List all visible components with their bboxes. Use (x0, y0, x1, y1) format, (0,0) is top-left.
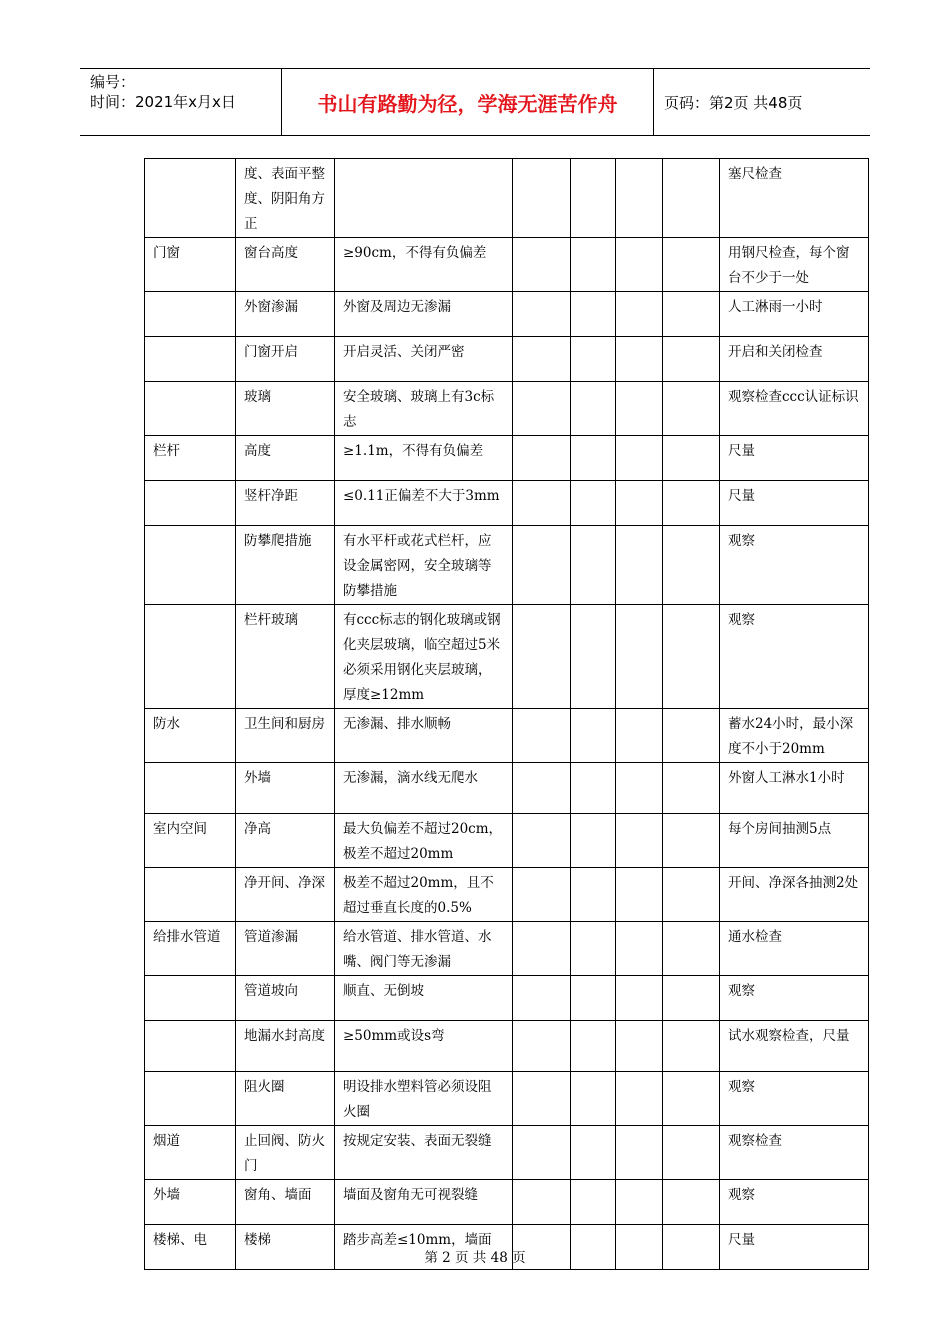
item-cell: 管道坡向 (236, 976, 335, 1021)
blank-cell (513, 922, 571, 976)
category-cell (145, 868, 236, 922)
item-cell: 高度 (236, 436, 335, 481)
item-cell: 止回阀、防火门 (236, 1126, 335, 1180)
blank-cell (571, 526, 616, 605)
item-cell: 窗角、墙面 (236, 1180, 335, 1225)
blank-cell (616, 868, 663, 922)
table-row (145, 436, 869, 481)
method-cell: 观察 (720, 526, 869, 605)
item-cell: 阻火圈 (236, 1072, 335, 1126)
category-cell: 防水 (145, 709, 236, 763)
item-cell: 净开间、净深 (236, 868, 335, 922)
blank-cell (571, 382, 616, 436)
blank-cell (663, 337, 720, 382)
category-cell (145, 1072, 236, 1126)
table-row (145, 1072, 869, 1126)
method-cell: 尺量 (720, 436, 869, 481)
category-cell: 室内空间 (145, 814, 236, 868)
blank-cell (663, 292, 720, 337)
table-row (145, 382, 869, 436)
blank-cell (663, 976, 720, 1021)
requirement-cell: 踏步高差≤10mm，墙面 (335, 1225, 513, 1270)
blank-cell (616, 922, 663, 976)
method-cell: 开启和关闭检查 (720, 337, 869, 382)
blank-cell (616, 1021, 663, 1072)
blank-cell (616, 238, 663, 292)
blank-cell (571, 159, 616, 238)
blank-cell (616, 436, 663, 481)
blank-cell (616, 763, 663, 814)
blank-cell (616, 337, 663, 382)
blank-cell (571, 814, 616, 868)
requirement-cell: 无渗漏，滴水线无爬水 (335, 763, 513, 814)
blank-cell (663, 605, 720, 709)
blank-cell (616, 814, 663, 868)
method-cell: 尺量 (720, 481, 869, 526)
blank-cell (513, 526, 571, 605)
blank-cell (663, 238, 720, 292)
blank-cell (663, 1021, 720, 1072)
table-row (145, 1021, 869, 1072)
table-row (145, 1126, 869, 1180)
requirement-cell: 极差不超过20mm，且不超过垂直长度的0.5% (335, 868, 513, 922)
blank-cell (513, 436, 571, 481)
header-slogan: 书山有路勤为径，学海无涯苦作舟 (282, 69, 654, 135)
blank-cell (663, 526, 720, 605)
requirement-cell: 最大负偏差不超过20cm，极差不超过20mm (335, 814, 513, 868)
item-cell: 卫生间和厨房 (236, 709, 335, 763)
category-cell (145, 481, 236, 526)
blank-cell (513, 814, 571, 868)
blank-cell (616, 292, 663, 337)
requirement-cell: 开启灵活、关闭严密 (335, 337, 513, 382)
category-cell: 楼梯、电 (145, 1225, 236, 1270)
item-cell: 栏杆玻璃 (236, 605, 335, 709)
method-cell: 观察 (720, 976, 869, 1021)
blank-cell (616, 382, 663, 436)
table-row (145, 605, 869, 709)
table-row (145, 526, 869, 605)
document-header (80, 68, 870, 136)
method-cell: 外窗人工淋水1小时 (720, 763, 869, 814)
blank-cell (571, 1126, 616, 1180)
blank-cell (571, 1180, 616, 1225)
blank-cell (513, 976, 571, 1021)
blank-cell (616, 976, 663, 1021)
requirement-cell: 有水平杆或花式栏杆，应设金属密网，安全玻璃等防攀措施 (335, 526, 513, 605)
item-cell: 楼梯 (236, 1225, 335, 1270)
requirement-cell: ≥1.1m，不得有负偏差 (335, 436, 513, 481)
blank-cell (663, 922, 720, 976)
method-cell: 开间、净深各抽测2处 (720, 868, 869, 922)
blank-cell (663, 1126, 720, 1180)
blank-cell (513, 1072, 571, 1126)
blank-cell (513, 382, 571, 436)
blank-cell (513, 1021, 571, 1072)
category-cell (145, 292, 236, 337)
blank-cell (513, 1180, 571, 1225)
header-page-info: 页码：第2页 共48页 (664, 93, 803, 112)
method-cell: 观察 (720, 1180, 869, 1225)
requirement-cell: 给水管道、排水管道、水嘴、阀门等无渗漏 (335, 922, 513, 976)
page-footer: 第 2 页 共 48 页 (424, 1250, 526, 1266)
blank-cell (663, 382, 720, 436)
blank-cell (616, 709, 663, 763)
item-cell: 外窗渗漏 (236, 292, 335, 337)
blank-cell (616, 605, 663, 709)
category-cell (145, 159, 236, 238)
blank-cell (571, 238, 616, 292)
blank-cell (663, 436, 720, 481)
table-row (145, 709, 869, 763)
requirement-cell: 无渗漏、排水顺畅 (335, 709, 513, 763)
blank-cell (513, 337, 571, 382)
blank-cell (513, 481, 571, 526)
item-cell: 管道渗漏 (236, 922, 335, 976)
requirement-cell: 外窗及周边无渗漏 (335, 292, 513, 337)
blank-cell (616, 159, 663, 238)
table-row (145, 292, 869, 337)
method-cell: 观察检查 (720, 1126, 869, 1180)
method-cell: 尺量 (720, 1225, 869, 1270)
document-number-label: 编号： (90, 73, 136, 91)
blank-cell (513, 292, 571, 337)
blank-cell (663, 481, 720, 526)
blank-cell (663, 1180, 720, 1225)
category-cell (145, 976, 236, 1021)
method-cell: 蓄水24小时，最小深度不小于20mm (720, 709, 869, 763)
method-cell: 观察 (720, 605, 869, 709)
table-row (145, 868, 869, 922)
category-cell: 栏杆 (145, 436, 236, 481)
category-cell (145, 526, 236, 605)
category-cell (145, 763, 236, 814)
blank-cell (571, 481, 616, 526)
table-row (145, 481, 869, 526)
method-cell: 用钢尺检查，每个窗台不少于一处 (720, 238, 869, 292)
blank-cell (513, 159, 571, 238)
table-row (145, 1180, 869, 1225)
blank-cell (513, 1126, 571, 1180)
requirement-cell: ≥90cm，不得有负偏差 (335, 238, 513, 292)
method-cell: 观察检查ccc认证标识 (720, 382, 869, 436)
requirement-cell: 顺直、无倒坡 (335, 976, 513, 1021)
blank-cell (663, 1072, 720, 1126)
category-cell: 外墙 (145, 1180, 236, 1225)
category-cell: 门窗 (145, 238, 236, 292)
blank-cell (571, 605, 616, 709)
header-meta-cell (80, 69, 282, 135)
blank-cell (513, 709, 571, 763)
blank-cell (663, 814, 720, 868)
blank-cell (571, 922, 616, 976)
table-row (145, 976, 869, 1021)
blank-cell (513, 238, 571, 292)
requirement-cell: ≤0.11正偏差不大于3mm (335, 481, 513, 526)
blank-cell (513, 868, 571, 922)
requirement-cell (335, 159, 513, 238)
table-row (145, 922, 869, 976)
blank-cell (663, 868, 720, 922)
item-cell: 窗台高度 (236, 238, 335, 292)
blank-cell (663, 159, 720, 238)
requirement-cell: ≥50mm或设s弯 (335, 1021, 513, 1072)
item-cell: 度、表面平整度、阴阳角方正 (236, 159, 335, 238)
blank-cell (571, 337, 616, 382)
category-cell: 给排水管道 (145, 922, 236, 976)
table-row (145, 763, 869, 814)
table-row (145, 159, 869, 238)
requirement-cell: 墙面及窗角无可视裂缝 (335, 1180, 513, 1225)
item-cell: 净高 (236, 814, 335, 868)
table-row (145, 337, 869, 382)
table-row (145, 238, 869, 292)
item-cell: 竖杆净距 (236, 481, 335, 526)
blank-cell (571, 292, 616, 337)
item-cell: 门窗开启 (236, 337, 335, 382)
item-cell: 地漏水封高度 (236, 1021, 335, 1072)
inspection-table (144, 158, 869, 1270)
blank-cell (616, 526, 663, 605)
blank-cell (616, 1072, 663, 1126)
requirement-cell: 安全玻璃、玻璃上有3c标志 (335, 382, 513, 436)
method-cell: 塞尺检查 (720, 159, 869, 238)
blank-cell (513, 763, 571, 814)
category-cell (145, 1021, 236, 1072)
method-cell: 通水检查 (720, 922, 869, 976)
blank-cell (571, 709, 616, 763)
method-cell: 试水观察检查，尺量 (720, 1021, 869, 1072)
blank-cell (616, 1126, 663, 1180)
table-row (145, 814, 869, 868)
method-cell: 观察 (720, 1072, 869, 1126)
blank-cell (571, 868, 616, 922)
blank-cell (663, 709, 720, 763)
blank-cell (663, 763, 720, 814)
blank-cell (616, 1180, 663, 1225)
category-cell (145, 605, 236, 709)
blank-cell (571, 1072, 616, 1126)
blank-cell (513, 605, 571, 709)
category-cell (145, 382, 236, 436)
method-cell: 人工淋雨一小时 (720, 292, 869, 337)
blank-cell (571, 976, 616, 1021)
requirement-cell: 明设排水塑料管必须设阻火圈 (335, 1072, 513, 1126)
requirement-cell: 按规定安装、表面无裂缝 (335, 1126, 513, 1180)
method-cell: 每个房间抽测5点 (720, 814, 869, 868)
document-time: 时间：2021年x月x日 (90, 93, 236, 111)
blank-cell (616, 481, 663, 526)
item-cell: 防攀爬措施 (236, 526, 335, 605)
blank-cell (571, 1021, 616, 1072)
blank-cell (571, 763, 616, 814)
item-cell: 外墙 (236, 763, 335, 814)
requirement-cell: 有ccc标志的钢化玻璃或钢化夹层玻璃，临空超过5米必须采用钢化夹层玻璃，厚度≥12mm (335, 605, 513, 709)
item-cell: 玻璃 (236, 382, 335, 436)
blank-cell (571, 436, 616, 481)
category-cell (145, 337, 236, 382)
category-cell: 烟道 (145, 1126, 236, 1180)
